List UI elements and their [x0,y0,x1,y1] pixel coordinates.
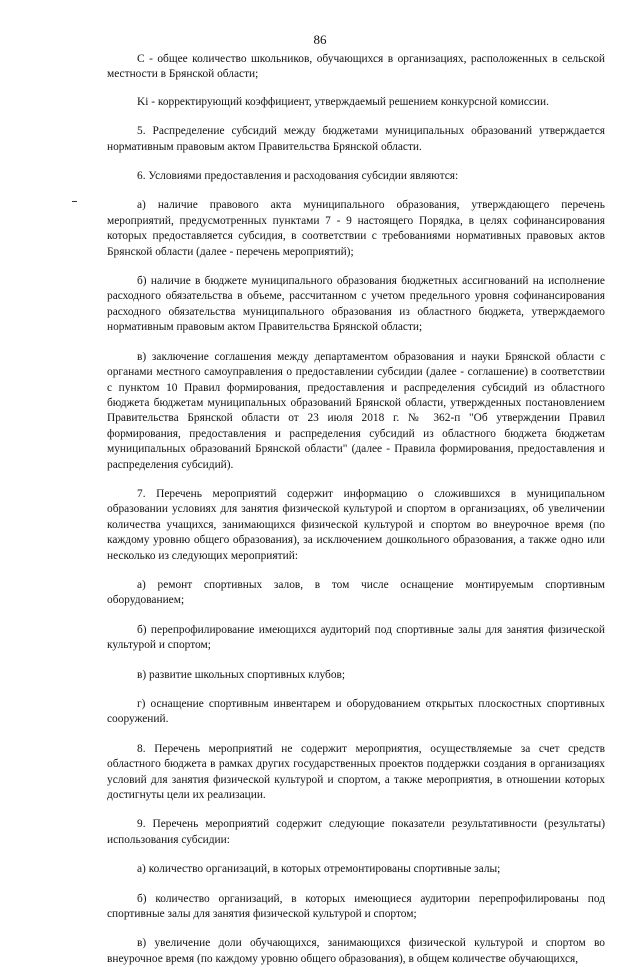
paragraph-9v: в) увеличение доли обучающихся, занимающихся физической культурой и спортом во внеурочное время (по каждому уровню общего образования), в общем количестве обучающихся, [107,937,605,965]
paragraph-9a: а) количество организаций, в которых отремонтированы спортивные залы; [137,863,501,876]
paragraph-7: 7. Перечень мероприятий содержит информацию о сложившихся в муниципальном образовании условиях для занятия физической культурой и спортом в организациях, об увеличении количества учащихся, занимающихся физической культурой и спортом во внеурочное время (по каждому уровню общего образования), за исключением дошкольного образования, а также одно или несколько из следующих мероприятий: [107,487,605,562]
paragraph-5: 5. Распределение субсидий между бюджетами муниципальных образований утверждается нормативным правовым актом Правительства Брянской области. [107,125,605,153]
page-number: 86 [313,32,327,47]
paragraph-7b: б) перепрофилирование имеющихся аудиторий под спортивные залы для занятия физической культурой и спортом; [107,623,605,652]
paragraph-7v: в) развитие школьных спортивных клубов; [137,668,346,681]
paragraph-ki-definition: Ki - корректирующий коэффициент, утверждаемый решением конкурсной комиссии. [137,95,549,108]
paragraph-7g: г) оснащение спортивным инвентарем и оборудованием открытых плоскостных спортивных сооружений. [107,698,605,726]
paragraph-7a: а) ремонт спортивных залов, в том числе оснащение монтируемым спортивным оборудованием; [107,578,605,607]
paragraph-6a: а) наличие правового акта муниципального образования, утверждающего перечень мероприятий, предусмотренных пунктами 7 - 9 настоящего Порядка, в целях софинансирования которых предоставляется субсидия, в соответствии с требованиями нормативных правовых актов Брянской области (далее - перечень мероприятий); [107,199,605,258]
margin-mark [72,201,77,202]
paragraph-6: 6. Условиями предоставления и расходования субсидии являются: [137,170,459,183]
paragraph-9: 9. Перечень мероприятий содержит следующие показатели результативности (результаты) использования субсидии: [107,818,605,846]
paragraph-8: 8. Перечень мероприятий не содержит мероприятия, осуществляемые за счет средств областного бюджета в рамках других государственных проектов поддержки создания в организациях условий для занятия физической культурой и спортом, а также мероприятия, в отношении которых достигнуты цели их реализации. [107,742,605,802]
document-body [107,52,605,967]
paragraph-9b: б) количество организаций, в которых имеющиеся аудитории перепрофилированы под спортивные залы для занятия физической культурой и спортом; [107,892,605,921]
paragraph-6v: в) заключение соглашения между департаментом образования и науки Брянской области с органами местного самоуправления о предоставлении субсидии (далее - соглашение) в соответствии с пунктом 10 Правил формирования, предоставления и распределения субсидий из областного бюджета бюджетам муниципальных образований Брянской области, утвержденных постановлением Правительства Брянской области от 23 июля 2018 г. № 362-п "Об утверждении Правил формирования, предоставления и распределения субсидий из областного бюджета бюджетам муниципальных образований Брянской области" (далее - Правила формирования, предоставления и распределения субсидий). [107,350,605,471]
paragraph-6b: б) наличие в бюджете муниципального образования бюджетных ассигнований на исполнение расходного обязательства в объеме, рассчитанном с учетом предельного уровня софинансирования расходного обязательства муниципального образования из областного бюджета, утверждаемого нормативным правовым актом Правительства Брянской области; [107,275,605,334]
paragraph-c-definition: С - общее количество школьников, обучающихся в организациях, расположенных в сельской местности в Брянской области; [107,53,605,81]
